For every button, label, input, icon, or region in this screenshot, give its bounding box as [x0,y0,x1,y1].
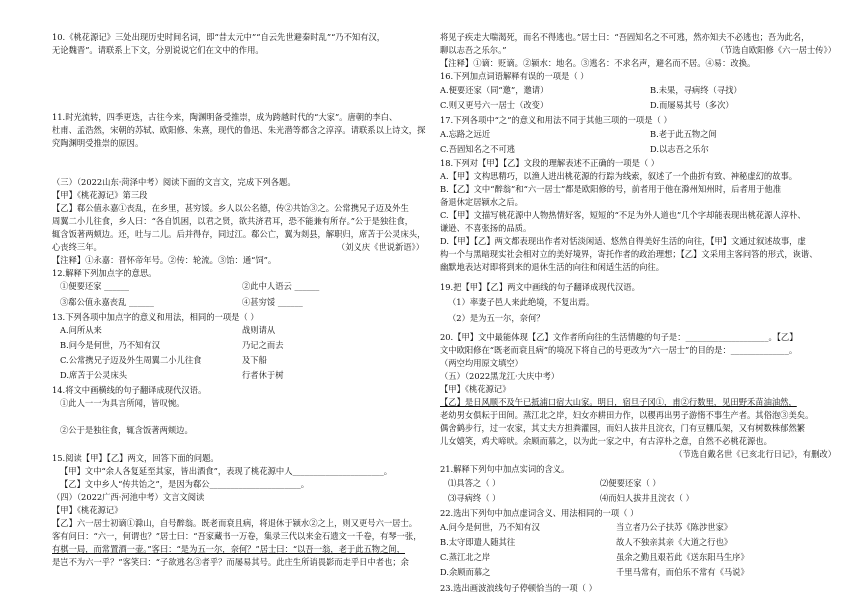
q16-option-b: B.未果，寻病终（寻找） [650,85,742,95]
passage-yi2-line3: 有棋一局，而常置酒一壶。”客曰：“是为五一尔，奈何？”居士曰：“以吾一翁，老于此五物之间， [52,544,405,554]
q12-stem: 12.解释下列加点字的意思。 [52,268,157,278]
passage-yi2-notes: 【注释】①谪：贬谪。②颍水：地名。③逃名：不求名声，避名而不居。④易：改换。 [440,58,756,68]
q17-option-b: B.老于此五物之间 [650,129,717,139]
q17-option-a: A.忘路之远近 [440,129,491,139]
q17-stem: 17.下列各项中“之”的意义和用法不同于其他三项的一项是（ ） [440,115,672,125]
q22-option-d-left: D.余顾而慕之 [440,567,491,577]
passage-yi2-cont-line2: 聊以志吾之乐尔。” [440,45,507,55]
q18-line4: C.【甲】文描写桃花源中人物热情好客，短短的“不足为外人道也”几个字却能表现出桃花源人淳朴、 [440,210,806,220]
q18-line7: 构一个与黑暗现实社会相对立的美好境界，寄托作者的政治理想；【乙】文采用主客问答的形式，诙谐、 [440,249,818,259]
q21-item1: ⑴具答之（ ） [448,478,501,488]
passage-jia-title: 【甲】《桃花源记》第三段 [52,190,148,200]
q10-line2: 无论魏晋”。请联系上下文，分别说说它们在文中的作用。 [52,45,264,55]
q15-part2: 【乙】文中乡人“传共饴之”，是因为郗公______________________。 [60,479,310,489]
q15-stem: 15.阅读【甲】【乙】两文，回答下面的问题。 [52,453,219,463]
passage-yi-notes: 【注释】①永嘉：晋怀帝年号。②传：轮流。③饴：通“饲”。 [52,255,277,265]
q19-sentence1: （1）率妻子邑人来此绝境，不复出焉。 [448,297,595,307]
q18-line5: 谦逊、不喜张扬的品质。 [440,223,532,233]
passage-yi3-line3: 偶舍鹤步行，过一农家，其丈夫方担粪灌园，而妇人拔井且浣衣，门有豆棚瓜架，又有树数株郁然繁 [440,423,806,433]
q13-option-d-right: 行者休于树 [242,370,284,380]
q13-option-d-left: D.席苫于公灵床头 [60,370,128,380]
q16-option-a: A.便要还家（同“邀”，邀请） [440,85,549,95]
section5-heading: （五）（2022黑龙江·大庆中考） [440,371,560,381]
q13-option-b-left: B.问今是何世，乃不知有汉 [60,340,161,350]
q11-line1: 11.时光流转，四季更迭，古往今来，陶渊明备受推崇，成为跨越时代的“大家”。唐朝的李白、 [52,112,398,122]
q13-stem: 13.下列各项中加点字的意义和用法，相同的一项是（ ） [52,312,259,322]
q22-option-b-right: 故人不独亲其亲《大道之行也》 [616,537,733,547]
q22-option-d-right: 千里马常有，而伯乐不常有《马说》 [616,567,749,577]
q13-option-b-right: 乃记之而去 [242,340,284,350]
q16-option-c: C.则又更号六一居士（改变） [440,100,549,110]
passage-yi3-source: （节选自戴名世《已亥北行日记》，有删改） [674,449,836,459]
q21-item4: ⑷而妇人拔井且浣衣（ ） [600,493,694,503]
q13-option-c-right: 及下船 [242,355,267,365]
q18-line2: B.【乙】文中“醉翁”和“六一居士”都是欧阳修的号，前者用于他在滁州知州时，后者用于他准 [440,184,781,194]
q16-stem: 16.下列加点词语解释有误的一项是（ ） [440,71,589,81]
passage-yi3-line2: 老幼男女俱耘于田间。蒸江北之岸，妇女亦耕田力作，以稷再出男子游惰不事生产者。其俗泡③美矣。 [440,410,814,420]
q18-line3: 备退休定居颍水之后。 [440,197,523,207]
q13-option-a-left: A.问所从来 [60,325,102,335]
q22-option-c-left: C.蒸江北之岸 [440,552,491,562]
q20-line3: （两空均用原文填空） [440,358,523,368]
q22-option-a-right: 当立者乃公子扶苏《陈涉世家》 [616,522,733,532]
q10-line1: 10.《桃花源记》三处出现历史时间名词，即“昔太元中”“自云先世避秦时乱”“乃不知有汉， [52,32,386,42]
q17-option-d: D.以志吾之乐尔 [650,144,709,154]
passage-yi2-line1: 【乙】六一居士初谪①滁山，自号醉翁。既老而衰且病，将退休于颍水②之上，则又更号六一居士。 [52,518,418,528]
q18-line6: D.【甲】【乙】两文都表现出作者对恬淡闲适、悠然自得美好生活的向往，【甲】文通过叙述故事，虚 [440,236,806,246]
passage-yi-line3: 辄含饭著两颊边。还，吐与二儿。后并得存，同过江。郗公亡，翼为剡县，解职归，席苫于公灵床头， [52,229,426,239]
q12-item4: ④甚穷馁 ______ [242,297,303,307]
q14-sentence2: ②公于是独往食，辄含饭著两颊边。 [60,425,193,435]
passage-yi-line4: 心丧终三年。 [52,242,102,252]
q13-option-c-left: C.公常携兄子迈及外生周翼二小儿往食 [60,355,202,365]
q23-stem: 23.选出画波浪线句子停顿恰当的一项（ ） [440,583,597,593]
q21-item2: ⑵便要还家（ ） [600,478,661,488]
q18-line1: A.【甲】文构思精巧，以渔人进出桃花源的行踪为线索，叙述了一个曲折有致、神秘虚幻的故事。 [440,171,798,181]
q20-line2: 文中欧阳修在“既老而衰且病”的境况下将自己的号更改为“六一居士”的目的是：______________。 [440,345,798,355]
passage-yi-line2: 周翼二小儿往食，乡人曰：“各自饥困，以君之贤，欲共济君耳，恐不能兼有所存。”公于是独往食， [52,216,414,226]
q14-stem: 14.将文中画横线的句子翻译成现代汉语。 [52,385,207,395]
section4-heading: （四）（2022广西·河池中考）文言文阅读 [52,492,205,502]
passage-yi2-cont-line1: 将见子疾走大喘渴死，而名不得逃也。”居士曰：“吾固知名之不可逃，然亦知夫不必逃也；吾为此名， [440,32,810,42]
passage-yi-line1: 【乙】郗公值永嘉①丧乱，在乡里，甚穷馁。乡人以公名德，传②共饴③之。公常携兄子迈及外生 [52,203,409,213]
passage-yi3-line1: 【乙】是日风顺不及午已抵浦口宿大山家。明日，宿旦子冈①，甫②行数里，见田野禾苗油油然， [440,397,797,407]
q19-stem: 19.把【甲】【乙】两文中画线的句子翻译成现代汉语。 [440,282,640,292]
q17-option-c: C.吾固知名之不可逃 [440,144,516,154]
passage-yi2-line2: 客有问曰：“六一，何谓也？”居士曰：“吾家藏书一万卷，集录三代以来金石遗文一千卷，有琴一张， [52,531,422,541]
q11-line3: 究陶渊明受推崇的原因。 [52,138,144,148]
q22-stem: 22.选出下列句中加点虚词含义、用法相同的一项（ ） [440,508,639,518]
passage-jia3-title: 【甲】《桃花源记》 [440,384,511,394]
q11-line2: 杜甫、孟浩然，宋朝的苏轼、欧阳修、朱熹，现代的鲁迅、朱光潜等都含之淳淳。请联系以上诗文，探 [52,125,426,135]
section3-heading: （三）（2022山东·菏泽中考）阅读下面的文言文，完成下列各题。 [52,177,296,187]
passage-yi3-line4: 儿女嬉笑，鸡犬啼吠。余顾而慕之，以为此一家之中，有古淳朴之意，自然不必桃花源也。 [440,436,772,446]
q18-line8: 幽默地表达对即将到来的退休生活的向往和闲适生活的向往。 [440,262,665,272]
q22-option-a-left: A.问今是何世，乃不知有汉 [440,522,540,532]
passage-jia2-title: 【甲】《桃花源记》 [52,505,123,515]
passage-yi2-line4: 是岂不为六一乎？”客笑曰：“子欲逃名③者乎？而屡易其号。此庄生所诮畏影而走乎日中者也；余 [52,557,409,567]
q22-option-c-right: 虽余之勤且艰若此《送东阳马生序》 [616,552,749,562]
q21-item3: ⑶寻病终（ ） [448,493,501,503]
q18-stem: 18.下列对【甲】【乙】文段的理解表述不正确的一项是（ ） [440,158,660,168]
q12-item2: ②此中人语云 ______ [242,281,320,291]
q21-stem: 21.解释下列句中加点实词的含义。 [440,464,570,474]
q13-option-a-right: 战则请从 [242,325,276,335]
q20-line1: 20.【甲】文中最能体现【乙】文作者所向往的生活情趣的句子是：____________________。【乙】 [440,332,798,342]
q14-sentence1: ①此人一一为具言所闻，皆叹惋。 [60,398,185,408]
q12-item1: ①便要还家 ______ [60,281,130,291]
q15-part1: 【甲】文中“余人各复延至其家，皆出酒食”，表现了桃花源中人______________________。 [60,466,393,476]
passage-yi-source: （刘义庆《世说新语》） [336,242,424,252]
q12-item3: ③郗公值永嘉丧乱 ______ [60,297,154,307]
passage-yi2-source: （节选自欧阳修《六一居士传》） [715,45,836,55]
q19-sentence2: （2）是为五一尔，奈何？ [448,313,545,323]
q16-option-d: D.而屡易其号（多次） [650,100,734,110]
q22-option-b-left: B.太守即遣人随其往 [440,537,516,547]
